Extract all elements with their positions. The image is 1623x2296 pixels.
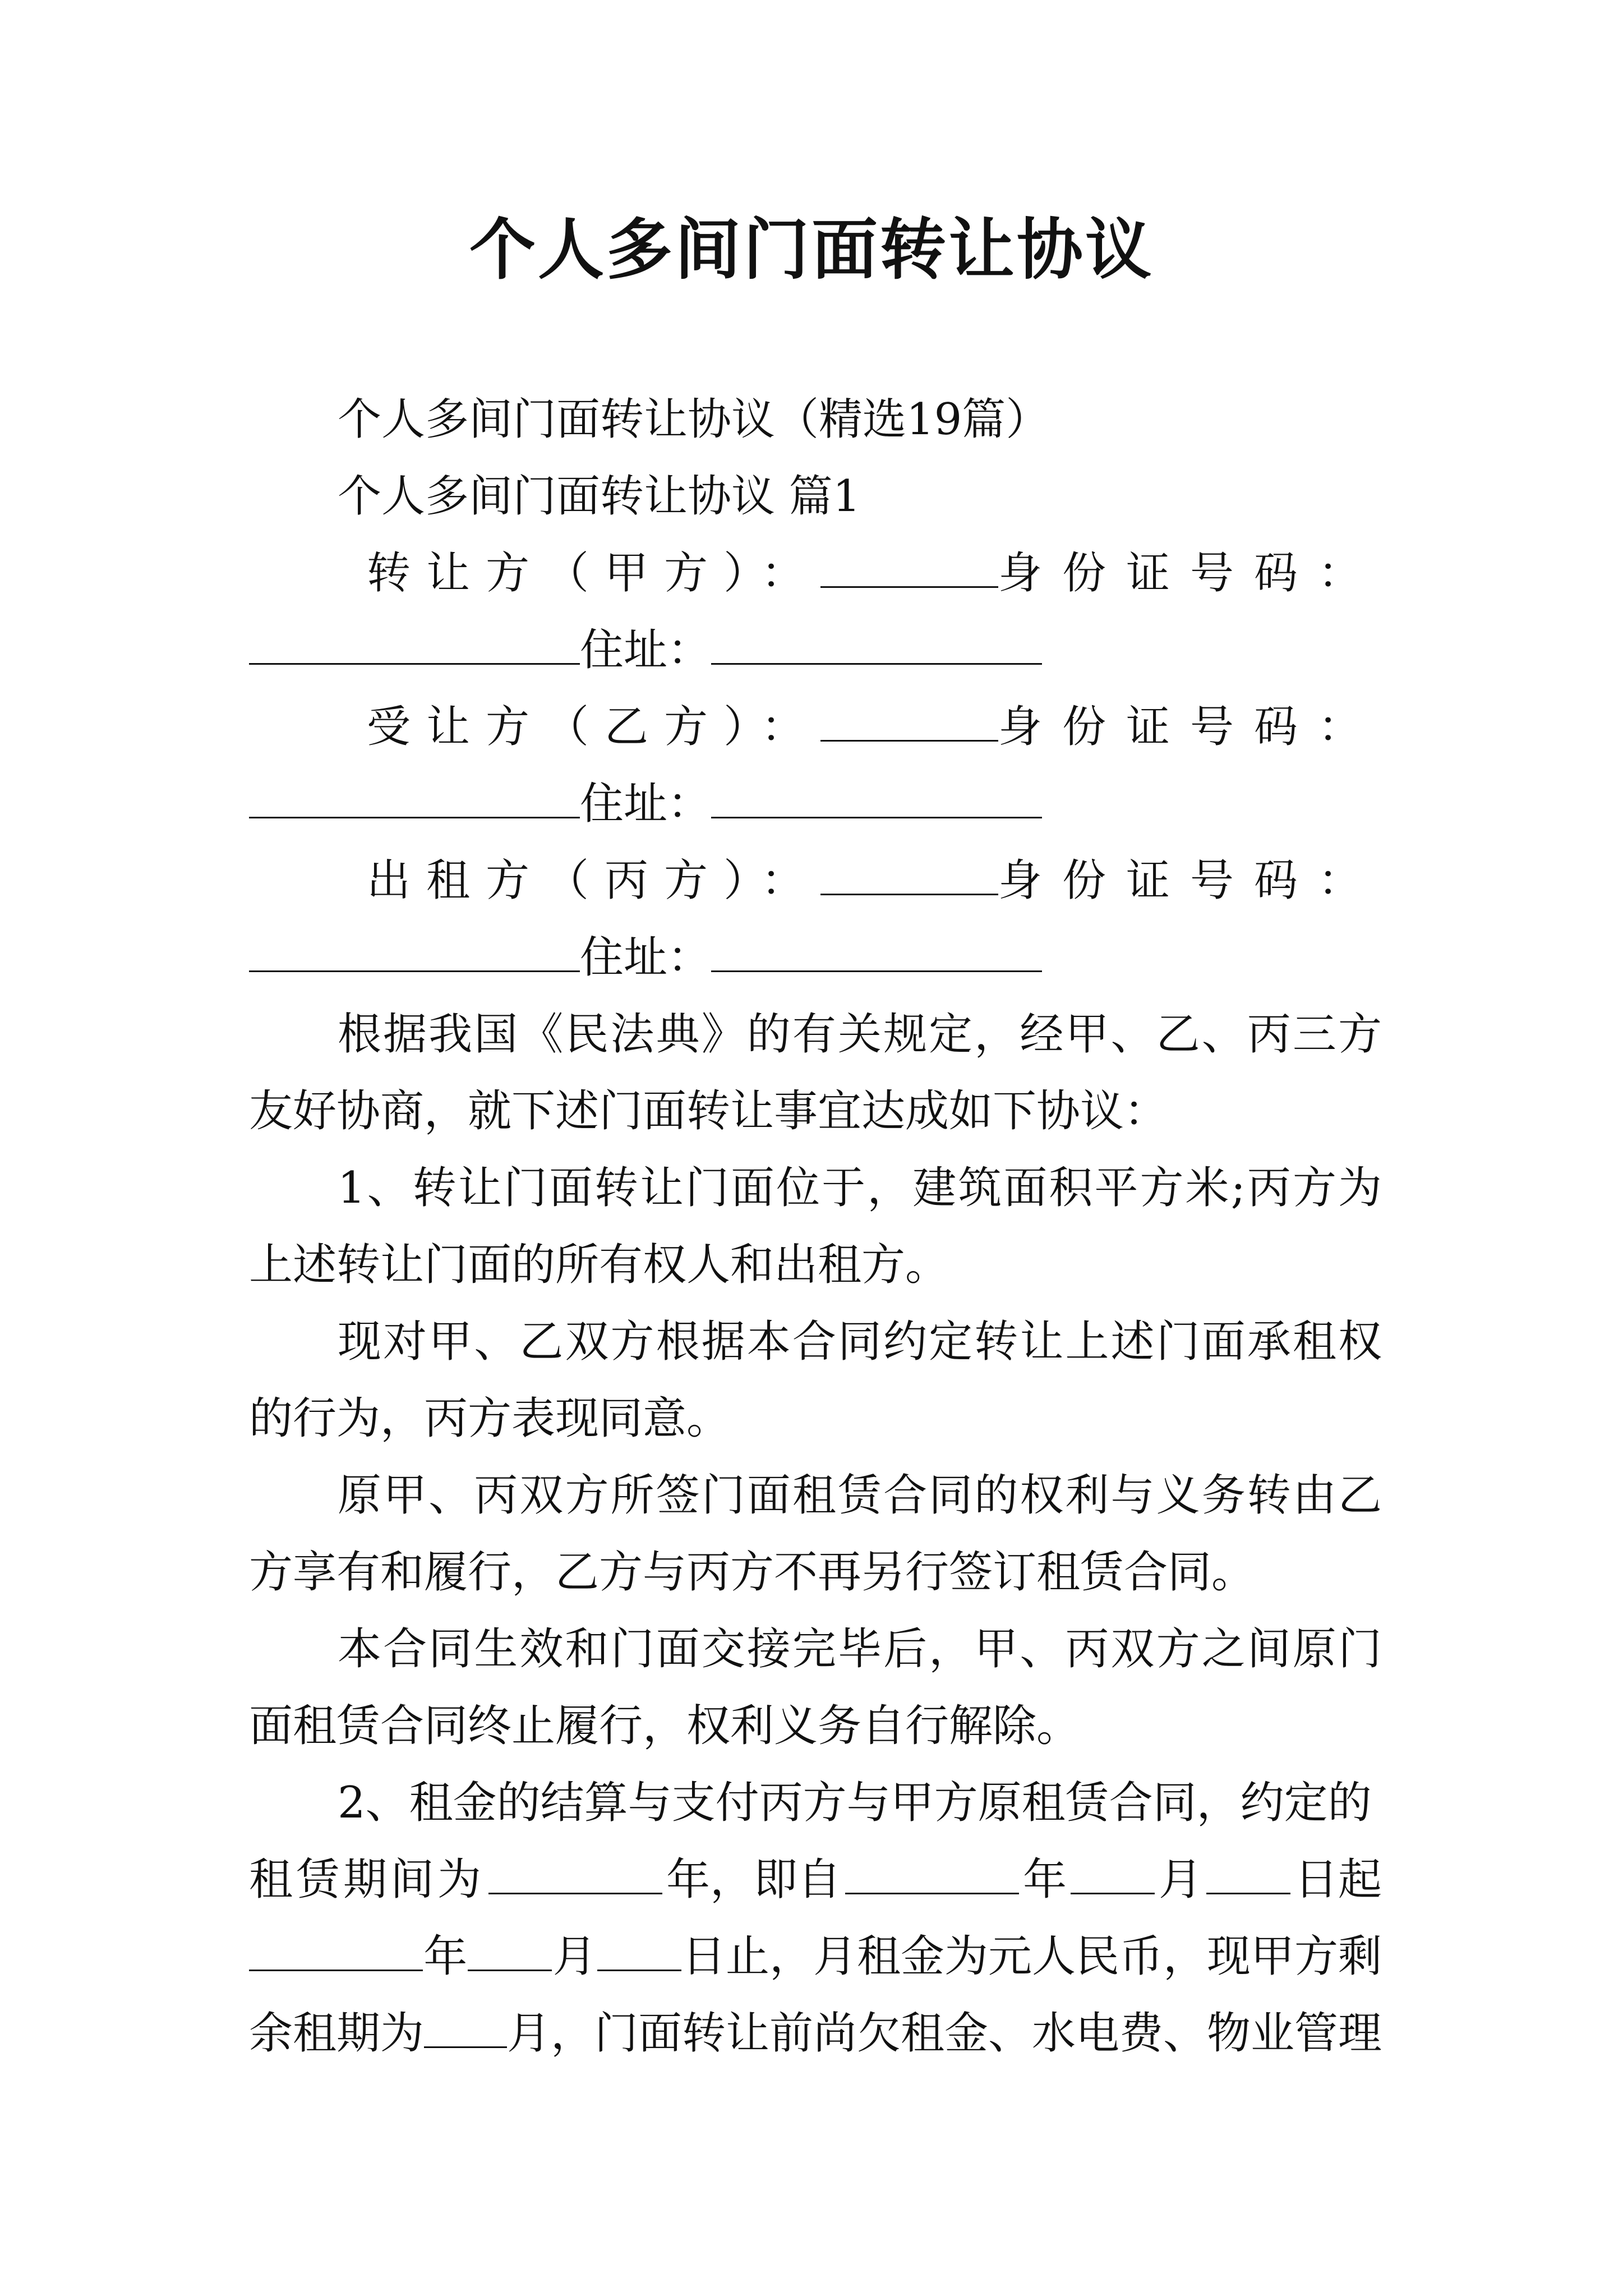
party-b-line [249,689,1382,766]
paragraph-5: 本合同生效和门面交接完毕后，甲、丙双方之间原门面租赁合同终止履行，权利义务自行解除。 [249,1624,1382,1751]
end-day-label: 日止，月租金为元人民币，现甲方剩 [681,1931,1382,1982]
paragraph-6-line-3 [249,1918,1382,1995]
paragraph-6-line-2 [249,1842,1382,1918]
party-c-id-label: 身份证号码： [998,855,1382,906]
end-month-label: 月 [552,1931,597,1982]
party-a-name-blank [820,553,998,588]
party-c-name-blank [820,860,998,895]
party-a-id-blank [249,629,580,665]
party-a-id-label: 身份证号码： [998,548,1382,599]
party-b-address-blank [711,783,1042,818]
paragraph-6-line-4 [249,1995,1382,2072]
lease-period-label: 租赁期间为 [249,1855,485,1905]
document-title: 个人多间门面转让协议 [469,210,1154,288]
paragraph-3: 现对甲、乙双方根据本合同约定转让上述门面承租权的行为，丙方表现同意。 [249,1317,1382,1444]
party-c-address-label: 住址： [580,932,712,983]
end-month-blank [468,1936,552,1971]
party-b-address-line [249,766,1382,843]
party-b-name-blank [820,706,998,742]
end-year-blank [249,1936,423,1971]
party-b-role: 受让方（乙方）： [367,702,821,752]
lease-from-label: 年，即自 [666,1855,841,1905]
start-day-label: 日起 [1294,1855,1382,1905]
party-c-line [249,843,1382,919]
paragraph-6-line-1: 2、租金的结算与支付丙方与甲方原租赁合同，约定的 [338,1778,1372,1828]
start-month-label: 月 [1158,1855,1202,1905]
party-c-address-blank [711,937,1042,972]
party-c-id-blank [249,937,580,972]
start-year-blank [845,1859,1019,1894]
end-day-blank [597,1936,681,1971]
start-month-blank [1071,1859,1155,1894]
party-b-id-label: 身份证号码： [998,702,1382,752]
remaining-term-label: 余租期为 [249,2008,425,2059]
document-subtitle: 个人多间门面转让协议（精选19篇） [338,394,1050,445]
paragraph-4: 原甲、丙双方所签门面租赁合同的权利与义务转由乙方享有和履行，乙方与丙方不再另行签订租赁合同。 [249,1470,1382,1598]
party-c-role: 出租方（丙方）： [367,855,821,906]
party-a-role: 转让方（甲方）： [367,548,821,599]
arrears-text: 月，门面转让前尚欠租金、水电费、物业管理 [506,2008,1382,2059]
party-b-id-blank [249,783,580,818]
document-body [249,381,1382,2072]
party-a-address-blank [711,629,1042,665]
paragraph-1: 根据我国《民法典》的有关规定，经甲、乙、丙三方友好协商，就下述门面转让事宜达成如下协议： [249,1009,1382,1137]
lease-years-blank [488,1859,662,1894]
party-b-address-label: 住址： [580,779,712,829]
start-day-blank [1206,1859,1290,1894]
party-a-address-line [249,612,1382,689]
party-c-address-line [249,919,1382,996]
party-a-line [249,535,1382,612]
remaining-months-blank [424,2013,507,2048]
start-year-label: 年 [1022,1855,1067,1905]
paragraph-2: 1、转让门面转让门面位于，建筑面积平方米;丙方为上述转让门面的所有权人和出租方。 [249,1163,1382,1290]
party-a-address-label: 住址： [580,625,712,675]
section-heading: 个人多间门面转让协议 篇1 [338,471,861,522]
end-year-label: 年 [423,1931,468,1982]
